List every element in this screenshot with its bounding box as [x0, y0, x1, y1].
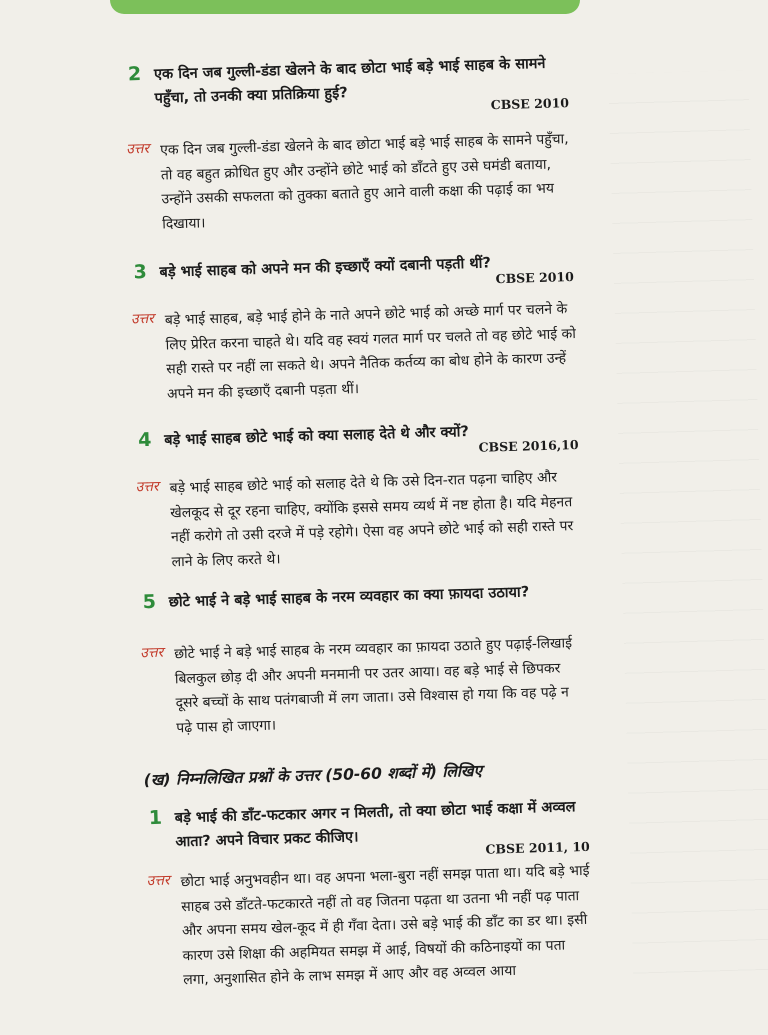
question-text: बड़े भाई साहब को अपने मन की इच्छाएँ क्यों दबानी पड़ती थीं? [159, 255, 491, 281]
section-question-1 [148, 795, 590, 867]
answer-text: बड़े भाई साहब, बड़े भाई होने के नाते अपने छोटे भाई को अच्छे मार्ग पर चलने के लिए प्रेरित करना चाहते थे। यदि वह स्वयं गलत मार्ग पर चलते तो वह छोटे भाई को सही रास्ते पर नहीं ला सकते थे। अपने नैतिक कर्तव्य का बोध होने के कारण उन्हें अपने मन की इच्छाएँ दबानी पड़ता थीं। [164, 301, 577, 402]
answer-2 [126, 127, 574, 237]
question-number: 4 [137, 428, 152, 452]
section-heading: (ख) निम्नलिखित प्रश्नों के उत्तर (50-60 शब्दों में) लिखिए [143, 761, 483, 790]
answer-text: एक दिन जब गुल्ली-डंडा खेलने के बाद छोटा भाई बड़े भाई साहब के सामने पहुँचा, तो वह बहुत क्रोधित हुए और उन्होंने छोटे भाई को डाँटते हुए उसे घमंडी बताया, उन्होंने उसकी सफलता को तुक्का बताते हुए आने वाली कक्षा की पढ़ाई का भय दिखाया। [159, 131, 569, 233]
exam-source: CBSE 2010 [490, 95, 570, 113]
exam-source: CBSE 2011, 10 [485, 838, 590, 857]
question-number: 3 [133, 260, 148, 284]
answer-label: उत्तर [125, 140, 150, 158]
question-text: एक दिन जब गुल्ली-डंडा खेलने के बाद छोटा भाई बड़े भाई साहब के सामने पहुँचा, तो उनकी क्या प्रतिक्रिया हुई? [153, 55, 546, 107]
question-2 [128, 51, 570, 123]
answer-label: उत्तर [130, 310, 155, 328]
question-5 [142, 579, 582, 615]
question-3 [133, 249, 574, 297]
answer-label: उत्तर [135, 478, 159, 496]
exam-source: CBSE 2010 [495, 269, 575, 287]
question-number: 2 [127, 63, 142, 86]
answer-3 [131, 297, 579, 407]
answer-text: बड़े भाई साहब छोटे भाई को सलाह देते थे कि उसे दिन-रात पढ़ना चाहिए और खेलकूद से दूर रहना चाहिए, क्योंकि इससे समय व्यर्थ में नष्ट होता है। यदि मेहनत नहीं करोगे तो उसी दरजे में पड़े रहोगे। ऐसा वह अपने छोटे भाई को सही रास्ते पर लाने के लिए करते थे। [169, 469, 574, 570]
background-grid [608, 70, 768, 974]
answer-label: उत्तर [146, 872, 170, 890]
exam-source: CBSE 2016,10 [478, 436, 579, 455]
question-4 [138, 417, 579, 465]
answer-5 [140, 631, 588, 741]
question-text: बड़े भाई की डाँट-फटकार अगर न मिलती, तो क्या छोटा भाई कक्षा में अव्वल आता? अपने विचार प्रकट कीजिए। [174, 799, 576, 851]
answer-4 [135, 465, 583, 575]
section-answer-1 [146, 859, 594, 994]
question-number: 5 [142, 590, 157, 614]
question-number: 1 [148, 806, 163, 830]
answer-text: छोटा भाई अनुभवहीन था। वह अपना भला-बुरा नहीं समझ पाता था। यदि बड़े भाई साहब उसे डाँटते-फटकारते नहीं तो वह जितना पढ़ता था उतना भी नहीं पढ़ पाता और अपना समय खेल-कूद में ही गँवा देता। उसे बड़े भाई की डाँट का डर था। इसी कारण उसे शिक्षा की अहमियत समझ में आई, विषयों की कठिनाइयों का पता लगा, अनुशासित होने के लाभ समझ में आए और वह अव्वल आया [180, 862, 590, 989]
answer-label: उत्तर [139, 644, 164, 662]
question-text: छोटे भाई ने बड़े भाई साहब के नरम व्यवहार का क्या फ़ायदा उठाया? [168, 584, 530, 611]
answer-text: छोटे भाई ने बड़े भाई साहब के नरम व्यवहार का फ़ायदा उठाते हुए पढ़ाई-लिखाई बिलकुल छोड़ दी और अपनी मनमानी पर उतर आया। वह बड़े भाई से छिपकर दूसरे बच्चों के साथ पतंगबाजी में लग जाता। उसे विश्वास हो गया कि वह पढ़े न पढ़े पास हो जाएगा। [173, 635, 573, 736]
question-text: बड़े भाई साहब छोटे भाई को क्या सलाह देते थे और क्यों? [164, 424, 470, 449]
